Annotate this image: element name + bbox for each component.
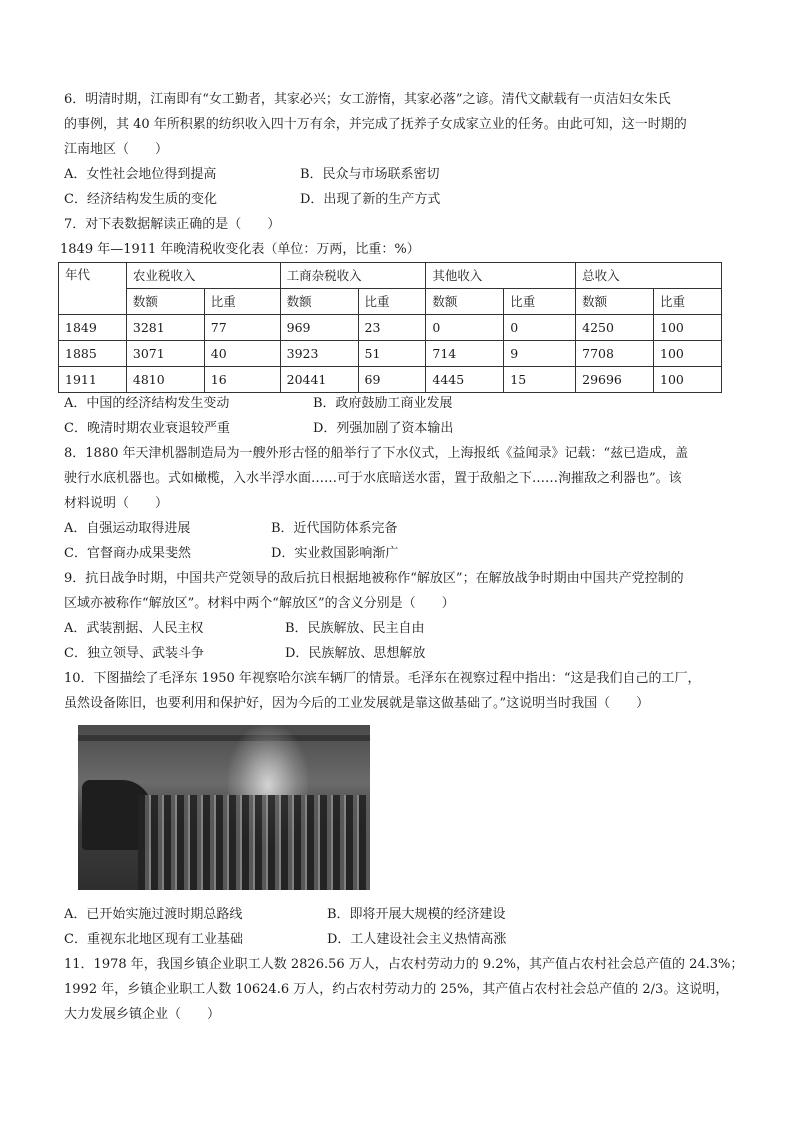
table-subheader: 数额: [576, 289, 654, 315]
table-cell: 16: [204, 367, 280, 393]
question-10: [64, 666, 740, 716]
table-subheader-row: [59, 289, 722, 315]
question-8-option-a: A．自强运动取得进展: [64, 521, 191, 536]
question-6-option-d: D．出现了新的生产方式: [300, 192, 441, 207]
question-10-option-a: A．已开始实施过渡时期总路线: [64, 907, 243, 922]
table-cell: 969: [280, 315, 358, 341]
table-cell: 100: [654, 341, 722, 367]
question-7-options-row-2: [64, 416, 740, 441]
question-8-option-d: D．实业救国影响渐广: [271, 546, 399, 561]
table-cell: 23: [358, 315, 426, 341]
table-cell: 77: [204, 315, 280, 341]
question-7: [64, 212, 740, 237]
table-header-year: 年代: [59, 263, 127, 315]
question-9-option-d: D．民族解放、思想解放: [285, 646, 426, 661]
tax-table: [58, 262, 722, 393]
question-8-line-3: 材料说明（ ）: [64, 496, 169, 511]
question-9-options-row-2: [64, 641, 740, 666]
table-header-group: 其他收入: [426, 263, 576, 289]
table-cell: 0: [426, 315, 504, 341]
table-cell: 4810: [126, 367, 204, 393]
table-cell: 69: [358, 367, 426, 393]
table-cell: 29696: [576, 367, 654, 393]
factory-inspection-photo: [78, 725, 370, 890]
question-8: [64, 441, 740, 566]
table-header-group: 农业税收入: [126, 263, 280, 289]
table-subheader: 数额: [126, 289, 204, 315]
question-9-line-2: 区域亦被称作“解放区”。材料中两个“解放区”的含义分别是（ ）: [64, 596, 455, 611]
question-7-option-b: B．政府鼓励工商业发展: [313, 396, 453, 411]
table-subheader: 比重: [504, 289, 576, 315]
question-7-table-caption-wrap: [60, 237, 736, 262]
question-6-option-b: B．民众与市场联系密切: [300, 167, 440, 182]
table-header-row: [59, 263, 722, 289]
table-cell: 20441: [280, 367, 358, 393]
table-cell: 51: [358, 341, 426, 367]
table-subheader: 数额: [426, 289, 504, 315]
question-6-line-2: 的事例，其 40 年所积累的纺织收入四十万有余，并完成了抚养子女成家立业的任务。由此可知，这一时期的: [64, 117, 687, 132]
question-11-line-1: 11．1978 年，我国乡镇企业职工人数 2826.56 万人，占农村劳动力的 9.2%，其产值占农村社会总产值的 24.3%；: [64, 957, 744, 972]
question-8-options-row-1: [64, 516, 740, 541]
question-9-options-row-1: [64, 616, 740, 641]
question-7-stem: 7．对下表数据解读正确的是（ ）: [64, 217, 281, 232]
question-9-option-a: A．武装割据、人民主权: [64, 621, 204, 636]
question-11: [64, 952, 744, 1027]
table-cell: 7708: [576, 341, 654, 367]
photo-crowd: [138, 795, 370, 890]
table-cell: 4445: [426, 367, 504, 393]
question-9: [64, 566, 740, 666]
question-7-options: [64, 391, 740, 441]
table-cell: 100: [654, 315, 722, 341]
table-cell: 1911: [59, 367, 127, 393]
table-subheader: 比重: [204, 289, 280, 315]
table-cell: 100: [654, 367, 722, 393]
question-10-option-b: B．即将开展大规模的经济建设: [327, 907, 506, 922]
table-row: [59, 367, 722, 393]
question-9-option-b: B．民族解放、民主自由: [285, 621, 425, 636]
table-cell: 4250: [576, 315, 654, 341]
question-9-line-1: 9．抗日战争时期，中国共产党领导的敌后抗日根据地被称作“解放区”；在解放战争时期由中国共产党控制的: [64, 571, 684, 586]
question-8-line-1: 8．1880 年天津机器制造局为一艘外形古怪的船举行了下水仪式，上海报纸《益闻录》记载：“兹已造成，盖: [64, 446, 689, 461]
table-subheader: 比重: [358, 289, 426, 315]
table-row: [59, 315, 722, 341]
question-11-line-2: 1992 年，乡镇企业职工人数 10624.6 万人，约占农村劳动力的 25%，其产值占农村社会总产值的 2/3。这说明，: [64, 982, 729, 997]
question-10-line-2: 虽然设备陈旧，也要利用和保护好，因为今后的工业发展就是靠这做基础了。”这说明当时我国（ ）: [64, 696, 650, 711]
question-10-options-row-1: [64, 902, 740, 927]
photo-roof-beam: [78, 735, 370, 741]
question-8-line-2: 驶行水底机器也。式如橄榄，入水半浮水面……可于水底暗送水雷，置于敌船之下……洵摧敌之利器也”。该: [64, 471, 682, 486]
table-header-group: 工商杂税收入: [280, 263, 426, 289]
question-6-line-1: 6．明清时期，江南即有“女工勤者，其家必兴；女工游惰，其家必落”之谚。清代文献载有一贞洁妇女朱氏: [64, 92, 671, 107]
table-cell: 15: [504, 367, 576, 393]
table-cell: 714: [426, 341, 504, 367]
table-subheader: 比重: [654, 289, 722, 315]
question-6-line-3: 江南地区（ ）: [64, 142, 169, 157]
question-7-option-d: D．列强加剧了资本输出: [313, 421, 454, 436]
table-caption: 1849 年—1911 年晚清税收变化表（单位：万两，比重：%）: [60, 242, 420, 257]
question-11-line-3: 大力发展乡镇企业（ ）: [64, 1007, 221, 1022]
question-6-option-c: C．经济结构发生质的变化: [64, 192, 217, 207]
question-7-options-row-1: [64, 391, 740, 416]
table-subheader: 数额: [280, 289, 358, 315]
question-6: [64, 87, 740, 212]
table-cell: 40: [204, 341, 280, 367]
question-6-options-row-1: [64, 162, 740, 187]
question-10-options: [64, 902, 740, 952]
question-6-option-a: A．女性社会地位得到提高: [64, 167, 217, 182]
question-6-options-row-2: [64, 187, 740, 212]
question-7-option-a: A．中国的经济结构发生变动: [64, 396, 230, 411]
question-8-option-c: C．官督商办成果斐然: [64, 546, 191, 561]
question-8-options-row-2: [64, 541, 740, 566]
table-cell: 1849: [59, 315, 127, 341]
question-9-option-c: C．独立领导、武装斗争: [64, 646, 204, 661]
table-row: [59, 341, 722, 367]
table-header-group: 总收入: [576, 263, 722, 289]
question-10-option-d: D．工人建设社会主义热情高涨: [327, 932, 507, 947]
table-cell: 3071: [126, 341, 204, 367]
question-10-options-row-2: [64, 927, 740, 952]
table-cell: 1885: [59, 341, 127, 367]
question-10-line-1: 10．下图描绘了毛泽东 1950 年视察哈尔滨车辆厂的情景。毛泽东在视察过程中指出：“这是我们自己的工厂，: [64, 671, 701, 686]
table-cell: 3923: [280, 341, 358, 367]
table-cell: 9: [504, 341, 576, 367]
question-10-option-c: C．重视东北地区现有工业基础: [64, 932, 243, 947]
question-8-option-b: B．近代国防体系完备: [271, 521, 398, 536]
table-cell: 0: [504, 315, 576, 341]
question-7-option-c: C．晚清时期农业衰退较严重: [64, 421, 230, 436]
table-cell: 3281: [126, 315, 204, 341]
